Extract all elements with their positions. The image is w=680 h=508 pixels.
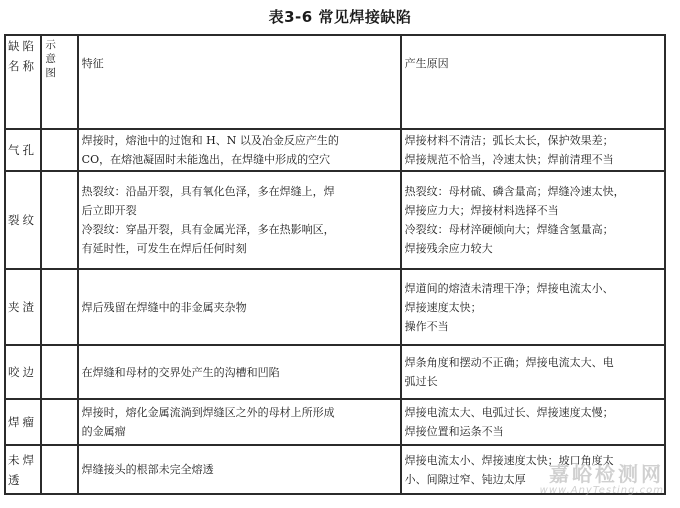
header-cause: 产生原因 [401,35,665,129]
header-figure [41,35,77,129]
figure-cell [41,445,77,494]
table-row [5,399,665,445]
cause-cell [401,129,665,171]
table-row [5,345,665,399]
cause-cell [401,399,665,445]
figure-cell [41,345,77,399]
table-row [5,171,665,269]
feature-line: 后立即开裂 [81,204,137,217]
feature-cell [78,269,401,345]
figure-cell [41,269,77,345]
defect-name: 裂纹 [5,171,41,269]
feature-cell [78,171,401,269]
feature-line: 冷裂纹：穿晶开裂，具有金属光泽，多在热影响区， [81,223,335,236]
defect-name: 未焊透 [5,445,41,494]
header-figure-char: 示 [45,39,56,51]
defect-name: 夹渣 [5,269,41,345]
cause-line: 焊接位置和运条不当 [404,425,504,438]
table-header-row [5,35,665,129]
table-row [5,445,665,494]
cause-line: 焊道间的熔渣未清理干净；焊接电流太小、 [404,281,614,295]
header-feature: 特征 [78,35,401,129]
cause-line: 小、间隙过窄、钝边太厚 [404,472,526,486]
feature-cell [78,129,401,171]
header-figure-char: 图 [45,67,56,79]
defect-name: 咬边 [5,345,41,399]
header-figure-char: 意 [45,53,56,65]
figure-cell [41,171,77,269]
defects-table [4,34,666,495]
feature-cell [78,399,401,445]
defect-name: 焊瘤 [5,399,41,445]
watermark-url: www.AnyTesting.com [539,485,664,496]
cause-cell [401,171,665,269]
table-row [5,269,665,345]
header-defect-name: 缺陷名称 [5,35,41,129]
table-caption: 表3-6 常见焊接缺陷 [268,8,412,26]
feature-cell [78,345,401,399]
cause-cell [401,269,665,345]
feature-line: CO，在熔池凝固时未能逸出，在焊缝中形成的空穴 [81,153,331,166]
defect-name: 气孔 [5,129,41,171]
cause-line: 焊接残余应力较大 [404,242,493,255]
figure-cell [41,129,77,171]
feature-line: 焊后残留在焊缝中的非金属夹杂物 [81,300,247,314]
table-row [5,129,665,171]
feature-line: 焊接时，熔化金属流淌到焊缝区之外的母材上所形成 [81,406,335,419]
feature-cell [78,445,401,494]
cause-line: 焊接材料不清洁；弧长太长，保护效果差； [404,134,614,147]
cause-line: 焊接速度太快； [404,300,482,314]
feature-line: 的金属瘤 [81,425,126,438]
feature-line: 焊缝接头的根部未完全熔透 [81,463,214,476]
cause-line: 弧过长 [404,375,438,388]
feature-line: 在焊缝和母材的交界处产生的沟槽和凹陷 [81,365,280,379]
feature-line: 热裂纹：沿晶开裂，具有氧化色泽，多在焊缝上，焊 [81,185,335,198]
cause-cell [401,345,665,399]
cause-cell [401,445,665,494]
feature-line: 焊接时，熔池中的过饱和 H、N 以及冶金反应产生的 [81,134,339,147]
cause-line: 操作不当 [404,319,449,333]
cause-line: 焊接应力大；焊接材料选择不当 [404,204,559,217]
cause-line: 焊条角度和摆动不正确；焊接电流太大、电 [404,356,614,369]
cause-line: 焊接电流太小、焊接速度太快；坡口角度太 [404,453,614,467]
cause-line: 冷裂纹：母材淬硬倾向大；焊缝含氢量高； [404,223,614,236]
watermark-text: 嘉峪检测网 [549,462,664,486]
cause-line: 热裂纹：母材硫、磷含量高；焊缝冷速太快， [404,185,625,198]
feature-line: 有延时性，可发生在焊后任何时刻 [81,242,247,255]
figure-cell [41,399,77,445]
cause-line: 焊接电流太大、电弧过长、焊接速度太慢； [404,406,614,419]
cause-line: 焊接规范不恰当，冷速太快；焊前清理不当 [404,153,614,166]
